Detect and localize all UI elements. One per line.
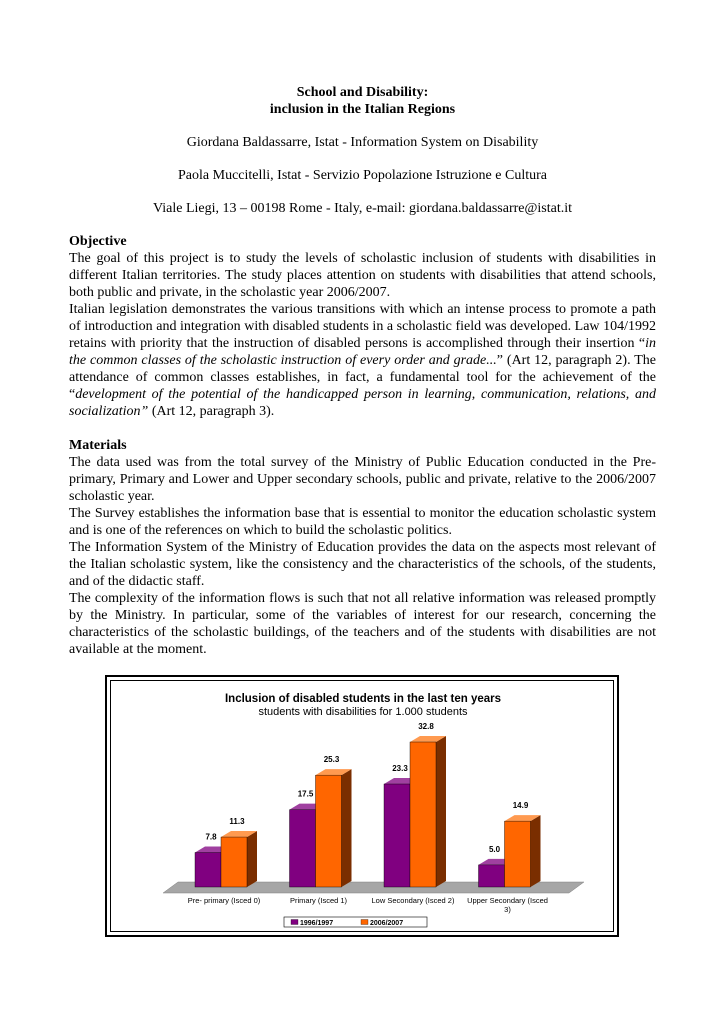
category-label-3-1: 3) [504,905,511,914]
category-label-3-0: Upper Secondary (Isced [467,896,548,905]
materials-heading: Materials [69,438,127,453]
objective-p2-quote-2: development of the potential of the handicapped person in learning, communication, relations, and socialization” [69,387,656,419]
objective-p2-text-b: ” (Art 12, paragraph 2). The attendance of common classes establishes, in fact, a fundamental tool for the achievement of the “ [69,353,656,402]
materials-paragraph-4: The complexity of the information flows is such that not all relative information was released promptly by the Ministry. In particular, some of the variables of interest for our research, concerning the characteristics of the scholastic buildings, of the teachers and of the students with disabilities are not available at the moment. [69,591,656,657]
category-label-1-0: Primary (Isced 1) [289,896,348,905]
objective-heading: Objective [69,234,127,249]
bar-chart [111,681,615,933]
materials-paragraph-3: The Information System of the Ministry of Education provides the data on the aspects most relevant of the Italian scholastic system, like the consistency and the characteristics of the schools, of the students, and of the didactic staff. [69,540,656,589]
data-label-0-0: 7.8 [205,832,217,842]
bar-0-0 [195,853,221,887]
materials-paragraph-1: The data used was from the total survey of the Ministry of Public Education conducted in the Pre-primary, Primary and Lower and Upper secondary schools, public and private, relative to the 2006/2007 scholastic year. [69,455,656,504]
data-label-3-0: 5.0 [488,844,501,854]
author-2: Paola Muccitelli, Istat - Servizio Popolazione Istruzione e Cultura [178,168,547,183]
title-line-2: inclusion in the Italian Regions [269,102,456,117]
data-label-1-1: 25.3 [323,755,340,765]
author-1: Giordana Baldassarre, Istat - Information System on Disability [186,135,539,150]
objective-paragraph-2 [69,301,656,420]
bar-1-1 [316,775,342,887]
materials-paragraph-2: The Survey establishes the information base that is essential to monitor the education scholastic system and is one of the references on which to build the scholastic politics. [69,506,656,538]
bar-0-1 [221,837,247,887]
bar-1-0 [290,810,316,887]
bar-3-0 [479,865,505,887]
bar-2-0 [384,784,410,887]
bar-3-1 [505,821,531,887]
document-page [69,84,656,658]
data-label-2-1: 32.8 [418,722,434,732]
chart-frame [105,675,619,937]
objective-p2-text-a: Italian legislation demonstrates the various transitions with which an intense process to promote a path of introduction and integration with disabled students in a scholastic field was developed. Law 104/1992 retains with priority that the instruction of disabled persons is accomplished through their insertion “ [69,302,656,351]
category-label-2-0: Low Secondary (Isced 2) [371,896,455,905]
legend-label-1: 2006/2007 [370,920,404,927]
bar-side-3-1 [531,815,541,887]
address-line: Viale Liegi, 13 – 00198 Rome - Italy, e-mail: giordana.baldassarre@istat.it [153,201,572,216]
chart-inner-border [110,680,614,932]
objective-paragraph-1: The goal of this project is to study the levels of scholastic inclusion of students with disabilities in different Italian territories. The study places attention on students with disabilities that attend schools, both public and private, in the scholastic year 2006/2007. [69,251,656,300]
objective-p2-quote-1: in the common classes of the scholastic instruction of every order and grade... [69,336,656,368]
chart-title: Inclusion of disabled students in the last ten years [224,693,502,705]
bar-side-1-1 [342,769,352,887]
data-label-3-1: 14.9 [512,801,529,811]
data-label-2-0: 23.3 [392,764,408,773]
title-line-1: School and Disability: [296,85,429,100]
legend-swatch-1 [361,920,368,925]
bar-side-0-1 [247,831,257,887]
bar-side-2-1 [436,736,446,887]
category-label-0-0: Pre- primary (Isced 0) [187,896,261,905]
chart-subtitle: students with disabilities for 1.000 students [258,706,468,718]
objective-p2-text-c: (Art 12, paragraph 3). [148,404,275,419]
data-label-0-1: 11.3 [229,817,245,827]
legend-swatch-0 [291,920,298,925]
data-label-1-0: 17.5 [297,789,314,799]
bar-2-1 [410,742,436,887]
legend-label-0: 1996/1997 [300,920,334,927]
